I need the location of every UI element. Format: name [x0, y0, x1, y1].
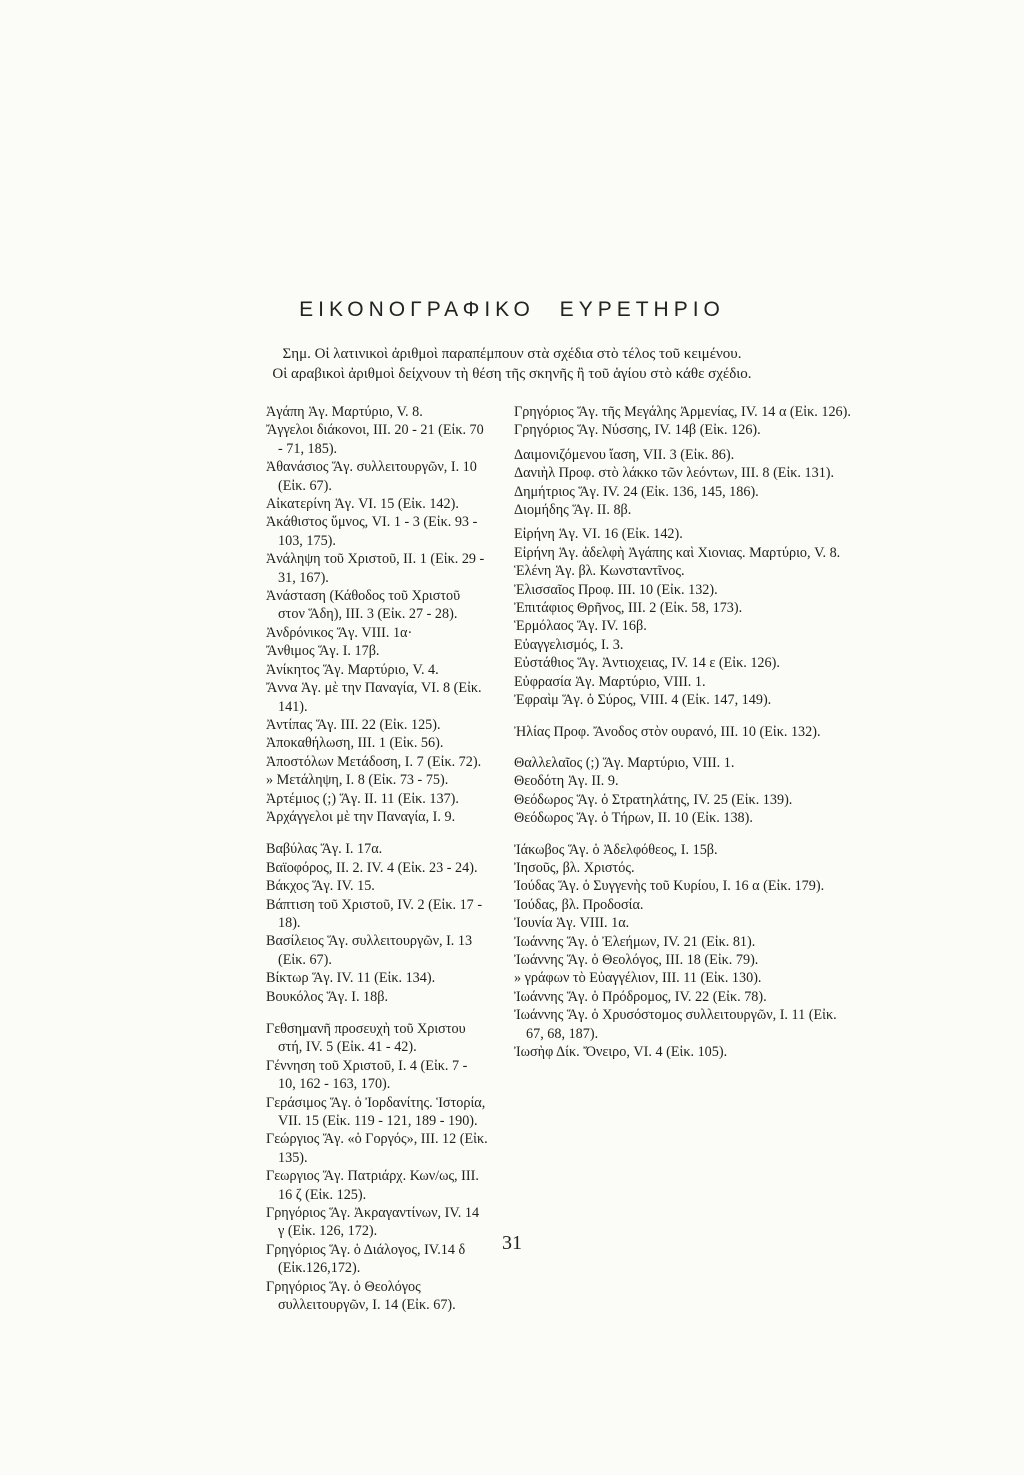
index-entry: Ἰάκωβος Ἅγ. ὁ Ἀδελφόθεος, I. 15β.	[514, 841, 718, 858]
index-entry: Ἀρτέμιος (;) Ἅγ. II. 11 (Εἰκ. 137).	[266, 790, 459, 807]
index-entry: Θεοδότη Ἁγ. II. 9.	[514, 773, 619, 790]
index-entry: Γεώργιος Ἅγ. «ὁ Γοργός», III. 12 (Εἰκ. 135).	[266, 1131, 492, 1166]
index-entry: Ἀποκαθήλωση, III. 1 (Εἰκ. 56).	[266, 735, 444, 752]
index-entry: Βάπτιση τοῦ Χριστοῦ, IV. 2 (Εἰκ. 17 - 18).	[266, 896, 486, 931]
index-entry: Ἰωάννης Ἅγ. ὁ Πρόδρομος, IV. 22 (Εἰκ. 78).	[514, 988, 767, 1005]
index-entry: Εὐστάθιος Ἅγ. Ἀντιοχειας, IV. 14 ε (Εἰκ. 126).	[514, 655, 780, 672]
index-entry: Βαϊοφόρος, II. 2. IV. 4 (Εἰκ. 23 - 24).	[266, 859, 478, 876]
index-entry: Ἄνθιμος Ἅγ. I. 17β.	[266, 643, 380, 660]
index-note	[0, 344, 1024, 384]
index-entry: Εἰρήνη Ἁγ. VI. 16 (Εἰκ. 142).	[514, 526, 683, 543]
index-entry: Γρηγόριος Ἅγ. τῆς Μεγάλης Ἀρμενίας, IV. 14 α (Εἰκ. 126).	[514, 404, 851, 420]
index-entry: Δανιὴλ Προφ. στὸ λάκκο τῶν λεόντων, III. 8 (Εἰκ. 131).	[514, 465, 835, 482]
index-entry: Ἀνάληψη τοῦ Χριστοῦ, II. 1 (Εἰκ. 29 - 31, 167).	[266, 551, 488, 586]
index-entry: Θεόδωρος Ἅγ. ὁ Τήρων, II. 10 (Εἰκ. 138).	[514, 810, 753, 827]
index-entry: Ἄγγελοι διάκονοι, III. 20 - 21 (Εἰκ. 70 - 71, 185).	[266, 422, 488, 457]
index-entry: Δημήτριος Ἅγ. IV. 24 (Εἰκ. 136, 145, 186).	[514, 483, 759, 500]
index-entry: Ἀποστόλων Μετάδοση, I. 7 (Εἰκ. 72).	[266, 753, 482, 770]
index-entry: Γρηγόριος Ἅγ. ὁ Διάλογος, IV.14 δ (Εἰκ.126,172).	[266, 1241, 469, 1277]
index-entry: Ἐλισσαῖος Προφ. III. 10 (Εἰκ. 132).	[514, 581, 718, 598]
section-gap	[266, 1006, 488, 1020]
note-line-2: Οἱ αραβικοὶ ἀριθμοὶ δείχνουν τὴ θέση τῆς σκηνῆς ἢ τοῦ ἁγίου στὸ κάθε σχέδιο.	[272, 366, 752, 382]
index-entry: Ἐπιτάφιος Θρῆνος, III. 2 (Εἰκ. 58, 173).	[514, 600, 743, 617]
index-entry: Γρηγόριος Ἅγ. ὁ Θεολόγος συλλειτουργῶν, I. 14 (Εἰκ. 67).	[266, 1278, 456, 1314]
section-gap	[514, 741, 854, 754]
index-entry: Βαβύλας Ἅγ. I. 17α.	[266, 841, 383, 858]
page-number: 31	[502, 1232, 522, 1254]
index-entry: Διομήδης Ἅγ. II. 8β.	[514, 502, 632, 519]
index-entry: Ἰησοῦς, βλ. Χριστός.	[514, 859, 635, 876]
index-entry: Θαλλελαῖος (;) Ἅγ. Μαρτύριο, VIII. 1.	[514, 754, 735, 771]
index-entry: Αἰκατερίνη Ἁγ. VI. 15 (Εἰκ. 142).	[266, 496, 459, 513]
index-entry: » Μετάληψη, I. 8 (Εἰκ. 73 - 75).	[266, 772, 449, 789]
index-entry: Ἰωάννης Ἅγ. ὁ Χρυσόστομος συλλειτουργῶν, I. 11 (Εἰκ. 67, 68, 187).	[514, 1007, 841, 1042]
index-entry: Ἰωάννης Ἅγ. ὁ Ἐλεήμων, IV. 21 (Εἰκ. 81).	[514, 933, 756, 950]
index-entry: Εὐφρασία Ἁγ. Μαρτύριο, VIII. 1.	[514, 673, 706, 690]
index-entry: Ἰούδας, βλ. Προδοσία.	[514, 896, 644, 913]
index-entry: Γεωργιος Ἅγ. Πατριάρχ. Κων/ως, III. 16 ζ (Εἰκ. 125).	[266, 1168, 483, 1203]
index-entry: Ἀρχάγγελοι μὲ την Παναγία, I. 9.	[266, 808, 456, 825]
section-gap	[514, 828, 854, 841]
index-entry: Εἰρήνη Ἁγ. ἀδελφὴ Ἀγάπης καὶ Χιονιας. Μαρτύριο, V. 8.	[514, 544, 841, 561]
index-entry: Γρηγόριος Ἅγ. Νύσσης, IV. 14β (Εἰκ. 126).	[514, 422, 761, 439]
index-entry: Ἀνίκητος Ἅγ. Μαρτύριο, V. 4.	[266, 661, 439, 678]
index-entry: Δαιμονιζόμενου ἴαση, VII. 3 (Εἰκ. 86).	[514, 446, 735, 463]
index-entry: Ἠλίας Προφ. Ἄνοδος στὸν ουρανό, III. 10 (Εἰκ. 132).	[514, 723, 821, 740]
index-entry: Ἰωσὴφ Δίκ. Ὄνειρο, VI. 4 (Εἰκ. 105).	[514, 1044, 728, 1060]
note-line-1: Σημ. Οἱ λατινικοὶ ἀριθμοὶ παραπέμπουν στὰ σχέδια στὸ τέλος τοῦ κειμένου.	[282, 346, 742, 362]
index-entry: Γρηγόριος Ἅγ. Ἀκραγαντίνων, IV. 14 γ (Εἰκ. 126, 172).	[266, 1205, 483, 1240]
index-entry: Ἀθανάσιος Ἅγ. συλλειτουργῶν, I. 10 (Εἰκ. 67).	[266, 459, 481, 494]
index-entry: Ἑλένη Ἁγ. βλ. Κωνσταντῖνος.	[514, 563, 685, 580]
index-entry: » γράφων τὸ Εὐαγγέλιον, III. 11 (Εἰκ. 130).	[514, 970, 762, 987]
index-entry: Ἰωάννης Ἅγ. ὁ Θεολόγος, III. 18 (Εἰκ. 79).	[514, 951, 759, 968]
index-entry: Ἀντίπας Ἅγ. III. 22 (Εἰκ. 125).	[266, 716, 441, 733]
index-entry: Εὐαγγελισμός, I. 3.	[514, 636, 624, 653]
left-column	[266, 403, 492, 1315]
section-gap	[514, 710, 854, 723]
index-entry: Ἀγάπη Ἁγ. Μαρτύριο, V. 8.	[266, 404, 423, 420]
index-entry: Ἰούδας Ἅγ. ὁ Συγγενὴς τοῦ Κυρίου, I. 16 α (Εἰκ. 179).	[514, 878, 825, 895]
section-gap	[266, 826, 488, 840]
index-entry: Γεθσημανῆ προσευχὴ τοῦ Χριστου στή, IV. 5 (Εἰκ. 41 - 42).	[266, 1021, 470, 1056]
index-entry: Γέννηση τοῦ Χριστοῦ, I. 4 (Εἰκ. 7 - 10, 162 - 163, 170).	[266, 1057, 471, 1093]
right-column	[514, 403, 854, 1061]
index-entry: Βασίλειος Ἅγ. συλλειτουργῶν, I. 13 (Εἰκ. 67).	[266, 933, 476, 968]
index-entry: Βάκχος Ἅγ. IV. 15.	[266, 878, 375, 895]
index-entry: Ἰουνία Ἁγ. VIII. 1α.	[514, 915, 630, 932]
index-entry: Γεράσιμος Ἅγ. ὁ Ἰορδανίτης. Ἱστορία, VII. 15 (Εἰκ. 119 - 121, 189 - 190).	[266, 1094, 489, 1130]
index-entry: Ἀνδρόνικος Ἅγ. VIII. 1α·	[266, 624, 413, 641]
index-entry: Ἐφραὶμ Ἅγ. ὁ Σύρος, VIII. 4 (Εἰκ. 147, 149).	[514, 692, 772, 709]
index-entry: Ἀνάσταση (Κάθοδος τοῦ Χριστοῦ στον Ἅδη), III. 3 (Εἰκ. 27 - 28).	[266, 588, 464, 623]
index-entry: Ἄννα Ἁγ. μὲ την Παναγία, VI. 8 (Εἰκ. 141).	[266, 680, 486, 715]
index-title: ΕΙΚΟΝΟΓΡΑΦΙΚΟ ΕΥΡΕΤΗΡΙΟ	[299, 298, 725, 321]
index-entry: Ἀκάθιστος ὕμνος, VI. 1 - 3 (Εἰκ. 93 - 103, 175).	[266, 514, 481, 549]
index-entry: Βουκόλος Ἅγ. I. 18β.	[266, 988, 389, 1005]
index-entry: Θεόδωρος Ἅγ. ὁ Στρατηλάτης, IV. 25 (Εἰκ. 139).	[514, 791, 793, 808]
index-entry: Βίκτωρ Ἅγ. IV. 11 (Εἰκ. 134).	[266, 970, 436, 987]
index-entry: Ἑρμόλαος Ἅγ. IV. 16β.	[514, 618, 647, 635]
